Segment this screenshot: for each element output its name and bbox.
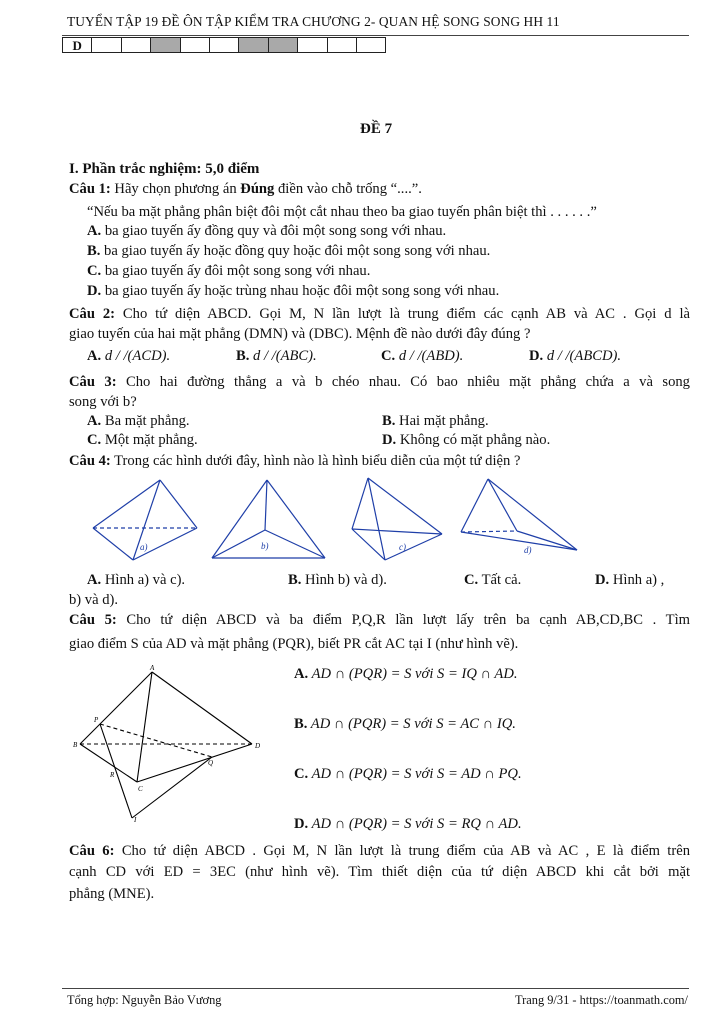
document-header: TUYỂN TẬP 19 ĐỀ ÔN TẬP KIỂM TRA CHƯƠNG 2- QUAN HỆ SONG SONG HH 11 xyxy=(67,14,560,29)
svg-text:C: C xyxy=(138,785,143,793)
answer-cell-shaded xyxy=(150,37,180,53)
option: B. ba giao tuyến ấy hoặc đồng quy hoặc đôi một song song với nhau. xyxy=(87,243,491,259)
option: B. AD ∩ (PQR) = S với S = AC ∩ IQ. xyxy=(294,716,516,732)
answer-cell xyxy=(327,37,357,53)
option: C. d / /(ABD). xyxy=(381,348,464,364)
svg-text:D: D xyxy=(255,742,261,750)
figure-question-5 xyxy=(72,662,272,824)
answer-cell xyxy=(121,37,151,53)
svg-text:B: B xyxy=(73,741,78,749)
answer-cell xyxy=(209,37,239,53)
question-3-line2: song với b? xyxy=(69,394,137,410)
svg-text:a): a) xyxy=(140,542,148,552)
question-3: Câu 3: Cho hai đường thẳng a và b chéo nhau. Có bao nhiêu mặt phẳng chứa a và song xyxy=(69,374,690,390)
question-1-quote: “Nếu ba mặt phẳng phân biệt đôi một cắt nhau theo ba giao tuyến phân biệt thì . . . . . .” xyxy=(87,204,597,220)
svg-text:c): c) xyxy=(399,542,406,552)
option-wrap: b) và d). xyxy=(69,592,119,608)
option: B. Hai mặt phẳng. xyxy=(382,413,489,429)
question-4: Câu 4: Trong các hình dưới đây, hình nào là hình biểu diễn của một tứ diện ? xyxy=(69,453,521,469)
section-title: I. Phần trắc nghiệm: 5,0 điểm xyxy=(69,161,260,177)
question-6: Câu 6: Cho tứ diện ABCD . Gọi M, N lần lượt là trung điểm của AB và AC , E là điểm trên xyxy=(69,843,690,859)
svg-text:d): d) xyxy=(524,545,532,555)
answer-cell-shaded xyxy=(238,37,268,53)
answer-cell: D xyxy=(62,37,92,53)
option: D. d / /(ABCD). xyxy=(529,348,622,364)
footer-author: Tổng hợp: Nguyễn Bảo Vương xyxy=(67,993,222,1007)
question-2-line2: giao tuyến của hai mặt phẳng (DMN) và (DBC). Mệnh đề nào dưới đây đúng ? xyxy=(69,326,531,342)
answer-cell xyxy=(356,37,386,53)
option: D. Hình a) , xyxy=(595,572,665,588)
question-2: Câu 2: Cho tứ diện ABCD. Gọi M, N lần lượt là trung điểm các cạnh AB và AC . Gọi d là xyxy=(69,306,690,322)
question-6-line2: cạnh CD với ED = 3EC (như hình vẽ). Tìm thiết diện của tứ diện ABCD khi cắt bởi mặt xyxy=(69,864,690,880)
option: A. Hình a) và c). xyxy=(87,572,186,588)
svg-text:R: R xyxy=(110,771,115,779)
svg-text:b): b) xyxy=(261,541,269,551)
svg-text:P: P xyxy=(94,716,99,724)
question-6-line3: phẳng (MNE). xyxy=(69,886,155,902)
option: C. AD ∩ (PQR) = S với S = AD ∩ PQ. xyxy=(294,766,522,782)
answer-cell xyxy=(180,37,210,53)
option: A. AD ∩ (PQR) = S với S = IQ ∩ AD. xyxy=(294,666,518,682)
svg-text:Q: Q xyxy=(208,759,214,767)
svg-text:I: I xyxy=(134,816,137,824)
option: A. ba giao tuyến ấy đồng quy và đôi một song song với nhau. xyxy=(87,223,447,239)
answer-cell xyxy=(91,37,121,53)
question-5-line2: giao điểm S của AD và mặt phẳng (PQR), biết PR cắt AC tại I (như hình vẽ). xyxy=(69,636,519,652)
answer-cell xyxy=(297,37,327,53)
tetrahedron-figures xyxy=(85,474,595,566)
figure-c xyxy=(352,478,442,560)
figure-d xyxy=(461,479,577,550)
option: C. ba giao tuyến ấy đôi một song song với nhau. xyxy=(87,263,371,279)
footer-page: Trang 9/31 - https://toanmath.com/ xyxy=(514,993,688,1007)
answer-grid xyxy=(63,37,386,53)
question-1: Câu 1: Hãy chọn phương án Đúng điền vào chỗ trống “....”. xyxy=(69,181,422,197)
header-rule xyxy=(62,35,689,36)
answer-cell-shaded xyxy=(268,37,298,53)
option: D. Không có mặt phẳng nào. xyxy=(382,432,551,448)
option: D. AD ∩ (PQR) = S với S = RQ ∩ AD. xyxy=(294,816,522,832)
figure-b xyxy=(212,480,325,558)
option: B. Hình b) và d). xyxy=(288,572,387,588)
svg-text:A: A xyxy=(150,664,155,672)
question-5: Câu 5: Cho tứ diện ABCD và ba điểm P,Q,R lần lượt lấy trên ba cạnh AB,CD,BC . Tìm xyxy=(69,612,690,628)
option: D. ba giao tuyến ấy hoặc trùng nhau hoặc đôi một song song với nhau. xyxy=(87,283,500,299)
option: C. Tất cả. xyxy=(464,572,522,588)
option: C. Một mặt phẳng. xyxy=(87,432,198,448)
option: B. d / /(ABC). xyxy=(236,348,317,364)
option: A. Ba mặt phẳng. xyxy=(87,413,190,429)
footer-rule xyxy=(62,988,689,989)
option: A. d / /(ACD). xyxy=(87,348,171,364)
exam-title: ĐỀ 7 xyxy=(360,121,393,137)
